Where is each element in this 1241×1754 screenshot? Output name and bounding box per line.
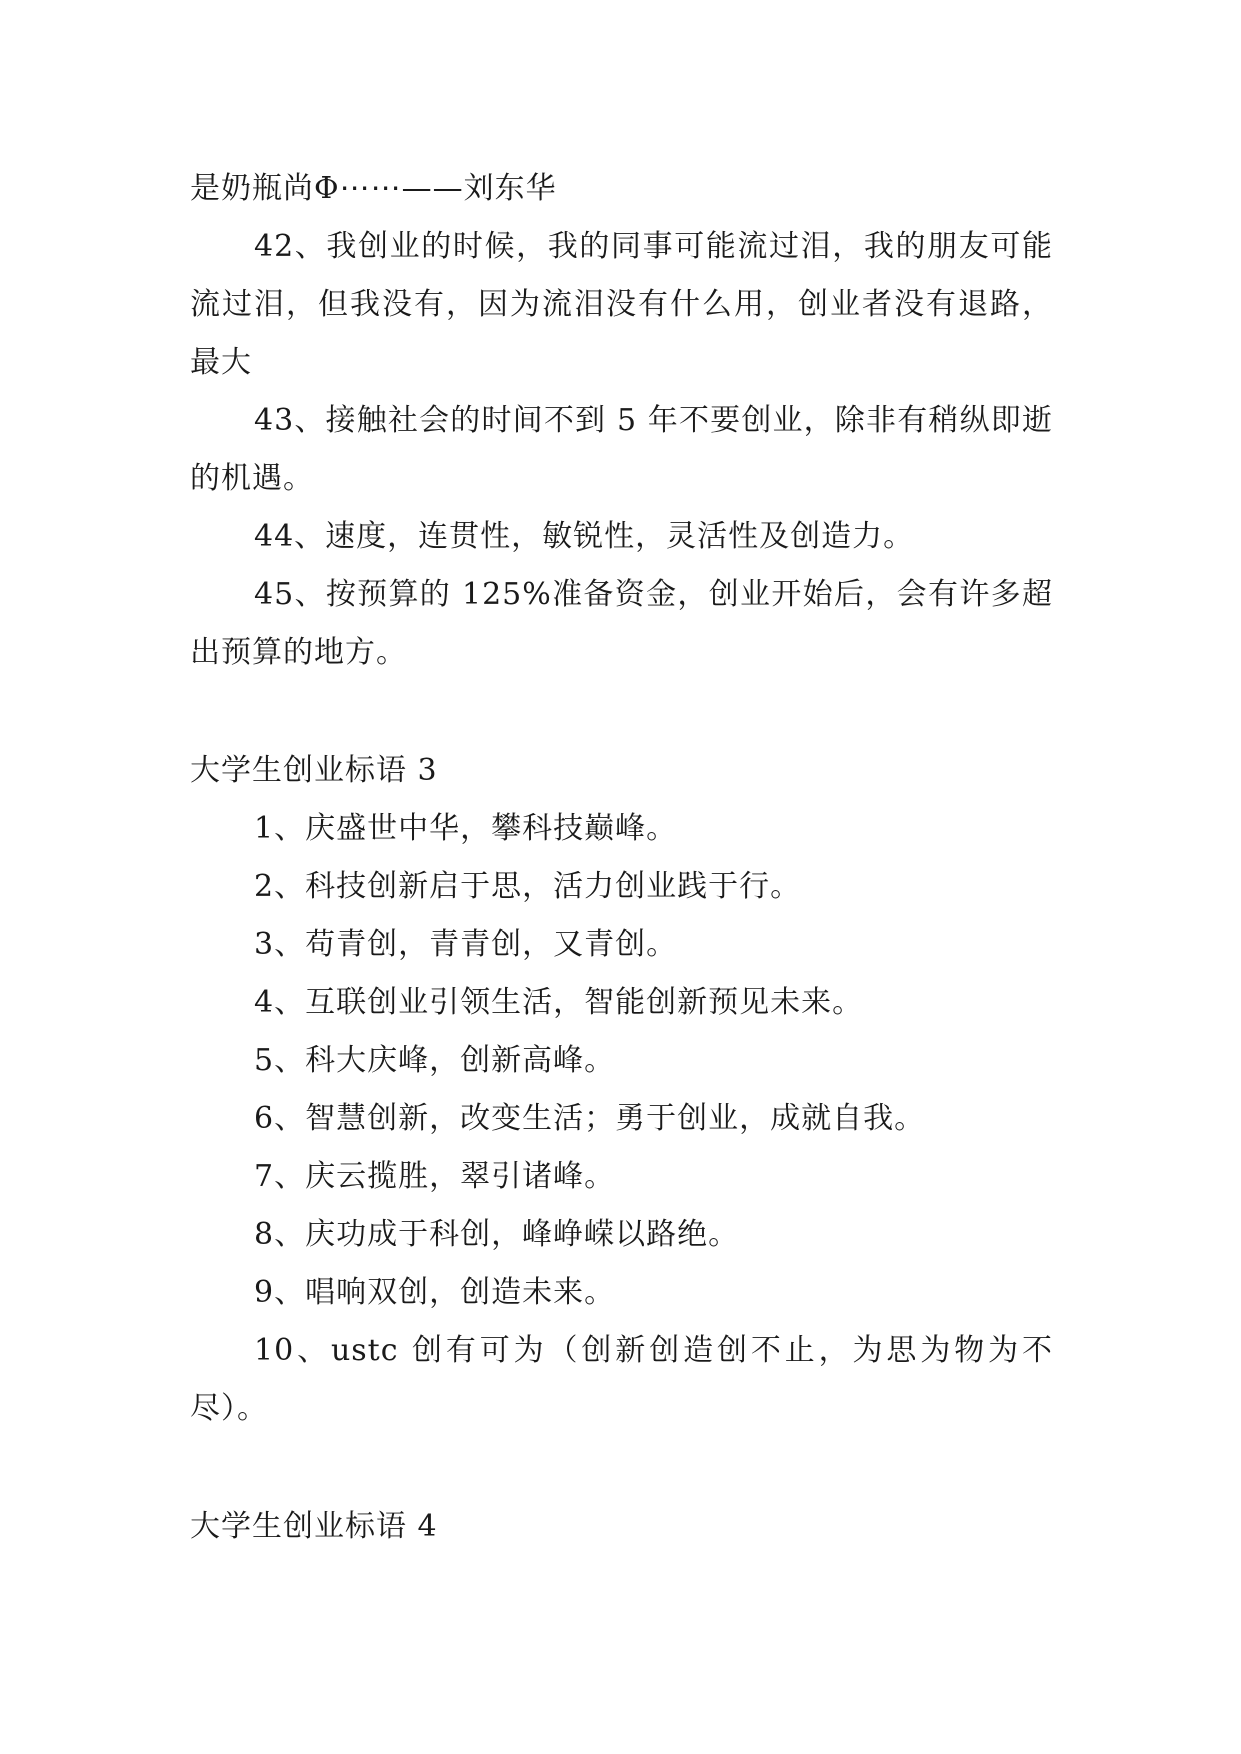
list-item-43: 43、接触社会的时间不到 5 年不要创业，除非有稍纵即逝的机遇。 [190, 403, 1053, 496]
list-item-44: 44、速度，连贯性，敏锐性，灵活性及创造力。 [254, 519, 915, 554]
slogan-item-4: 4、互联创业引领生活，智能创新预见未来。 [254, 985, 864, 1020]
list-item-42: 42、我创业的时候，我的同事可能流过泪，我的朋友可能流过泪，但我没有，因为流泪没有什么用，创业者没有退路，最大 [190, 229, 1053, 380]
slogan-item-8: 8、庆功成于科创，峰峥嵘以路绝。 [254, 1217, 740, 1252]
section-gap [190, 1438, 1053, 1498]
slogan-item-5: 5、科大庆峰，创新高峰。 [254, 1043, 616, 1078]
slogan-item-3: 3、苟青创，青青创，又青创。 [254, 927, 678, 962]
slogan-item-6: 6、智慧创新，改变生活；勇于创业，成就自我。 [254, 1101, 926, 1136]
slogan-item-1: 1、庆盛世中华，攀科技巅峰。 [254, 811, 678, 846]
document-page [190, 160, 1053, 1556]
list-item-45: 45、按预算的 125%准备资金，创业开始后，会有许多超出预算的地方。 [190, 577, 1053, 670]
slogan-item-9: 9、唱响双创，创造未来。 [254, 1275, 616, 1310]
slogan-item-7: 7、庆云揽胜，翠引诸峰。 [254, 1159, 616, 1194]
section-3-heading: 大学生创业标语 3 [190, 753, 438, 788]
slogan-item-10: 10、ustc 创有可为（创新创造创不止，为思为物为不尽）。 [190, 1333, 1053, 1426]
section-4-heading: 大学生创业标语 4 [190, 1509, 438, 1544]
continuation-line: 是奶瓶尚Φ⋯⋯——刘东华 [190, 171, 557, 206]
section-gap [190, 682, 1053, 742]
slogan-item-2: 2、科技创新启于思，活力创业践于行。 [254, 869, 802, 904]
